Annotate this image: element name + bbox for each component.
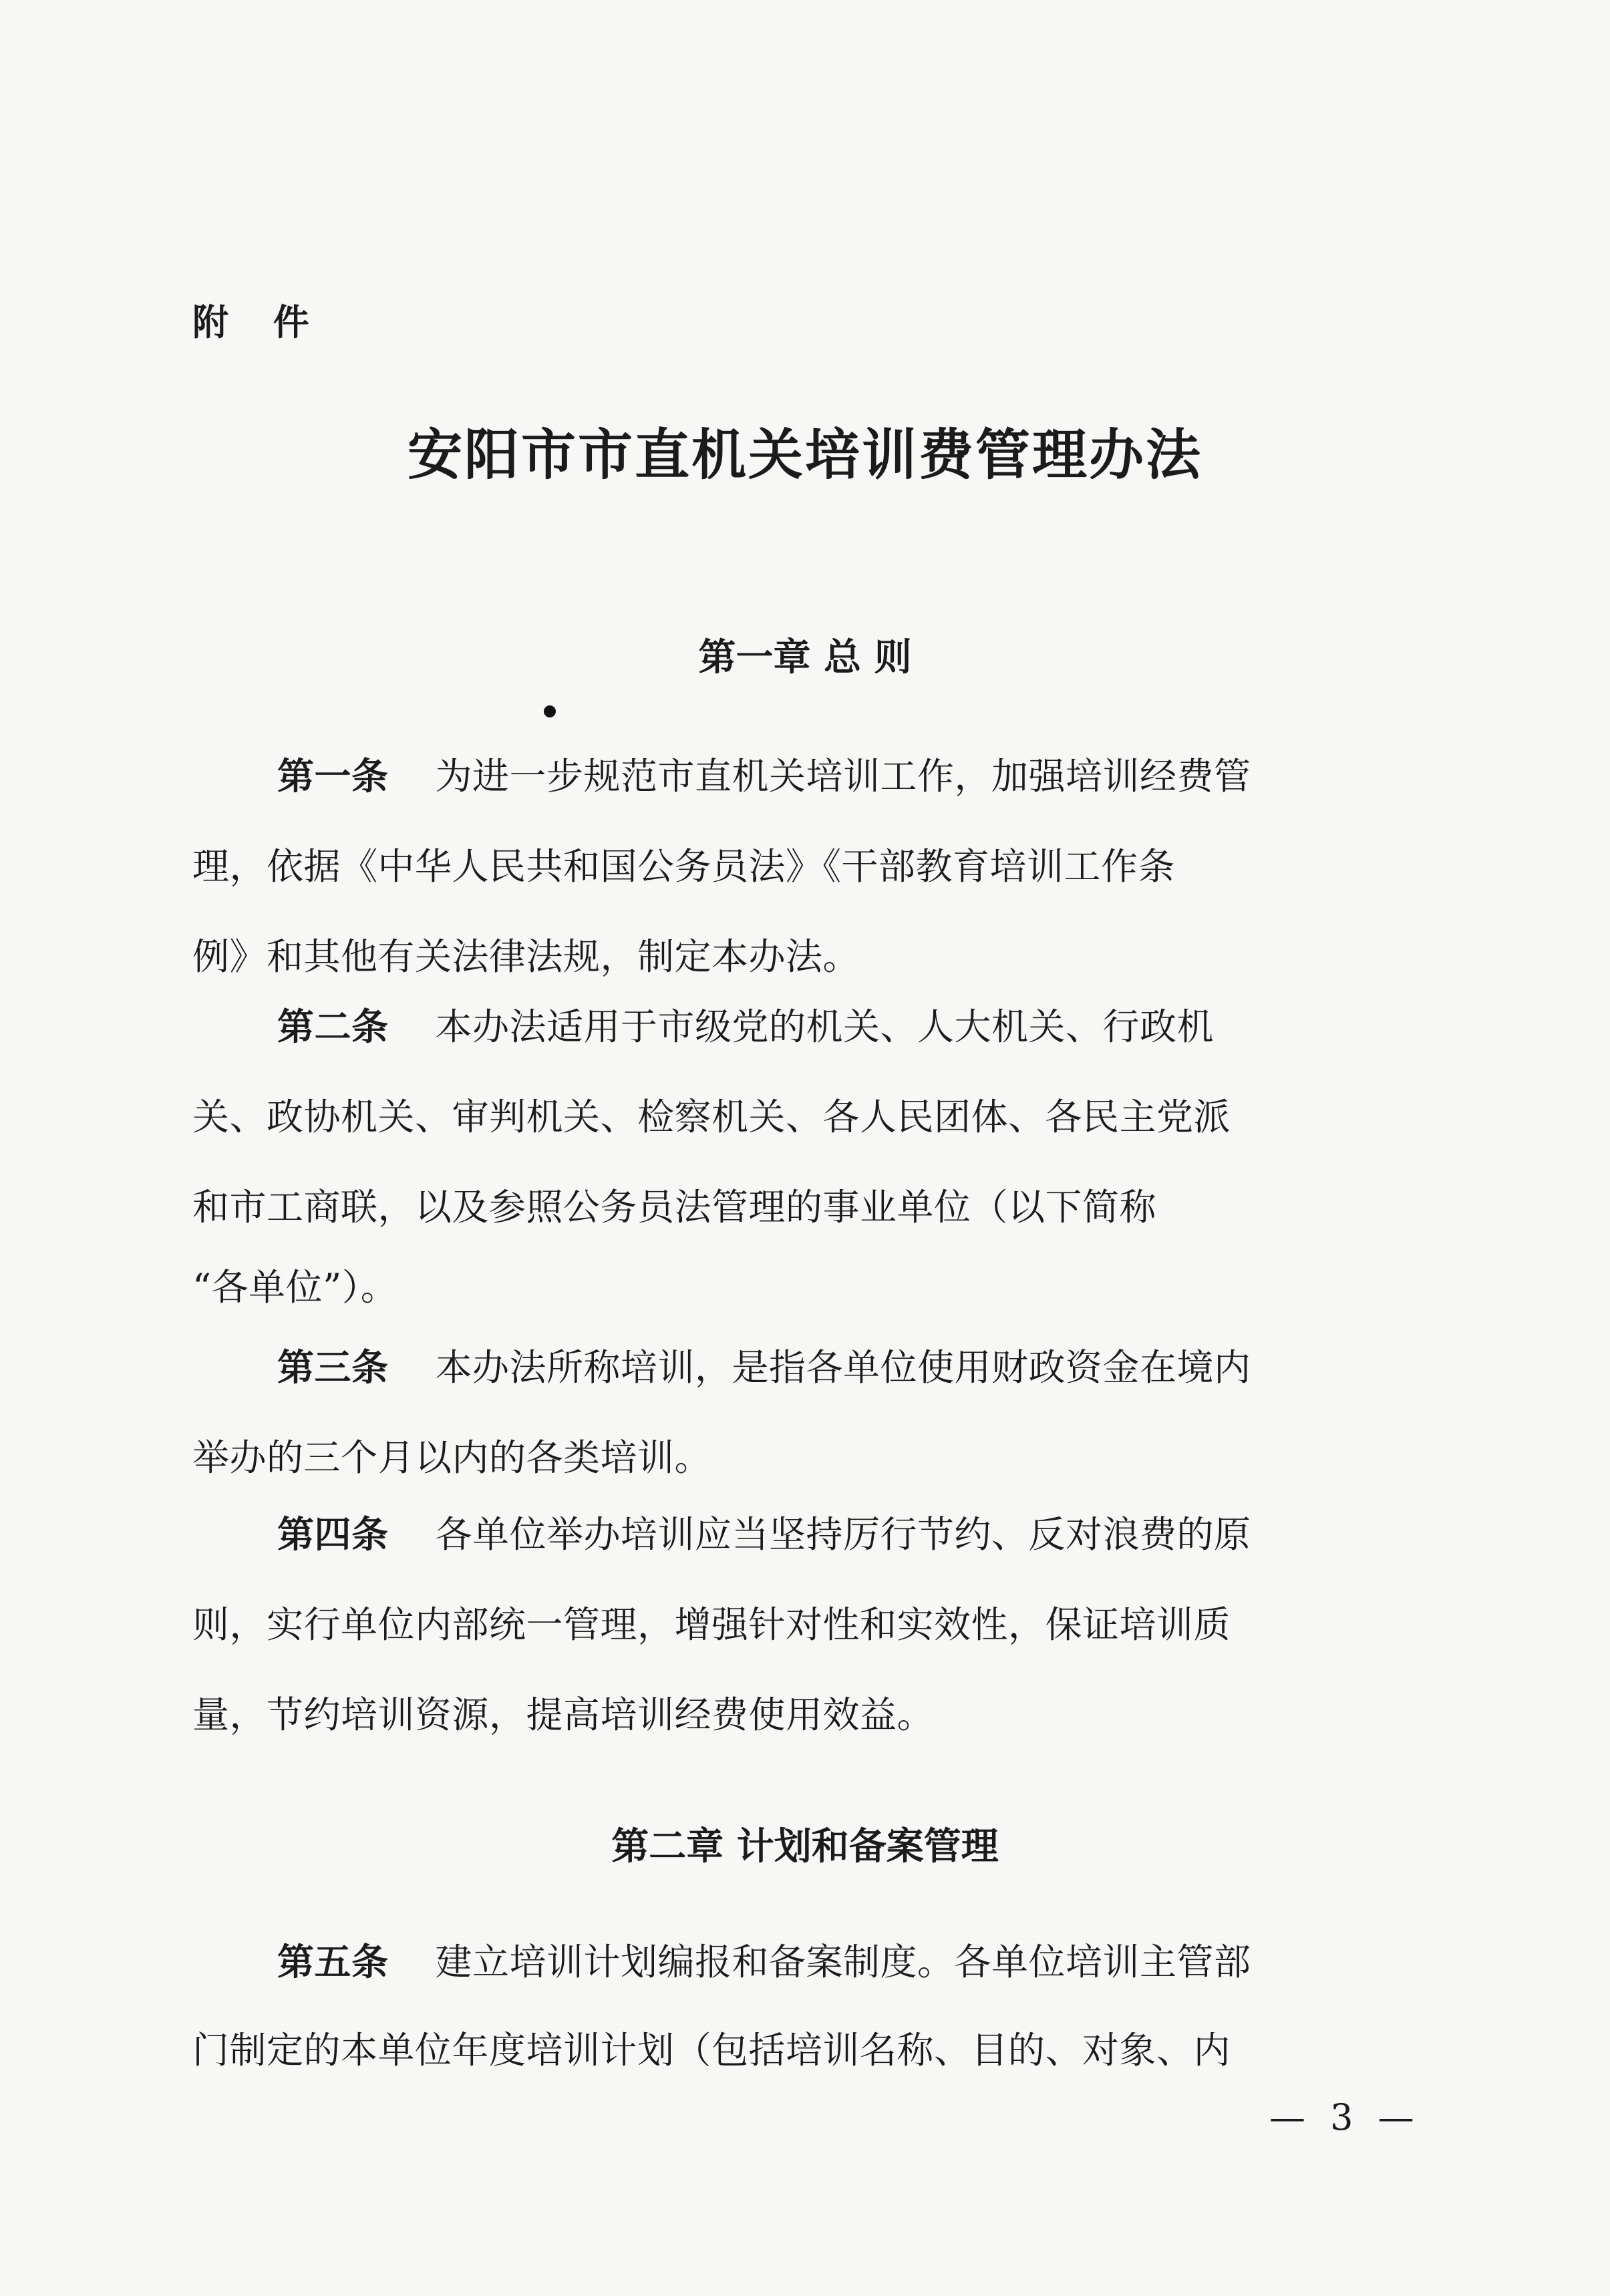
article-line: 例》和其他有关法律法规，制定本办法。: [192, 935, 860, 978]
article-line: [277, 755, 1500, 798]
article-label: 第五条: [277, 1941, 389, 1983]
article-line: 和市工商联，以及参照公务员法管理的事业单位（以下简称: [192, 1186, 1157, 1228]
article-line: 关、政协机关、审判机关、检察机关、各人民团体、各民主党派: [192, 1096, 1231, 1138]
article-text: 建立培训计划编报和备案制度。各单位培训主管部: [435, 1941, 1251, 1983]
article-label: 第二条: [277, 1005, 389, 1048]
article-line: [277, 1513, 1500, 1556]
document-title: 安阳市市直机关培训费管理办法: [407, 423, 1202, 487]
article-text: 为进一步规范市直机关培训工作，加强培训经费管: [435, 755, 1251, 798]
article-line: 理，依据《中华人民共和国公务员法》《干部教育培训工作条: [192, 845, 1176, 888]
article-label: 第一条: [277, 755, 389, 798]
article-line: [277, 1941, 1500, 1983]
article-line: 则，实行单位内部统一管理，增强针对性和实效性，保证培训质: [192, 1603, 1231, 1646]
article-label: 第四条: [277, 1513, 389, 1556]
chapter-title: 第一章 总 则: [698, 636, 912, 679]
article-text: 各单位举办培训应当坚持厉行节约、反对浪费的原: [435, 1513, 1251, 1556]
article-text: 本办法适用于市级党的机关、人大机关、行政机: [435, 1005, 1215, 1048]
article-line: 门制定的本单位年度培训计划（包括培训名称、目的、对象、内: [192, 2029, 1231, 2072]
chapter-title: 第二章 计划和备案管理: [611, 1825, 999, 1868]
article-line: 量，节约培训资源，提高培训经费使用效益。: [192, 1693, 935, 1736]
article-text: 本办法所称培训，是指各单位使用财政资金在境内: [435, 1346, 1251, 1389]
article-line: “各单位”）。: [192, 1266, 398, 1309]
article-line: [277, 1346, 1500, 1389]
article-label: 第三条: [277, 1346, 389, 1389]
attachment-label: 附 件: [192, 301, 325, 343]
page-number: — 3 —: [1269, 2096, 1421, 2138]
article-line: [277, 1005, 1500, 1048]
article-line: 举办的三个月以内的各类培训。: [192, 1436, 712, 1479]
